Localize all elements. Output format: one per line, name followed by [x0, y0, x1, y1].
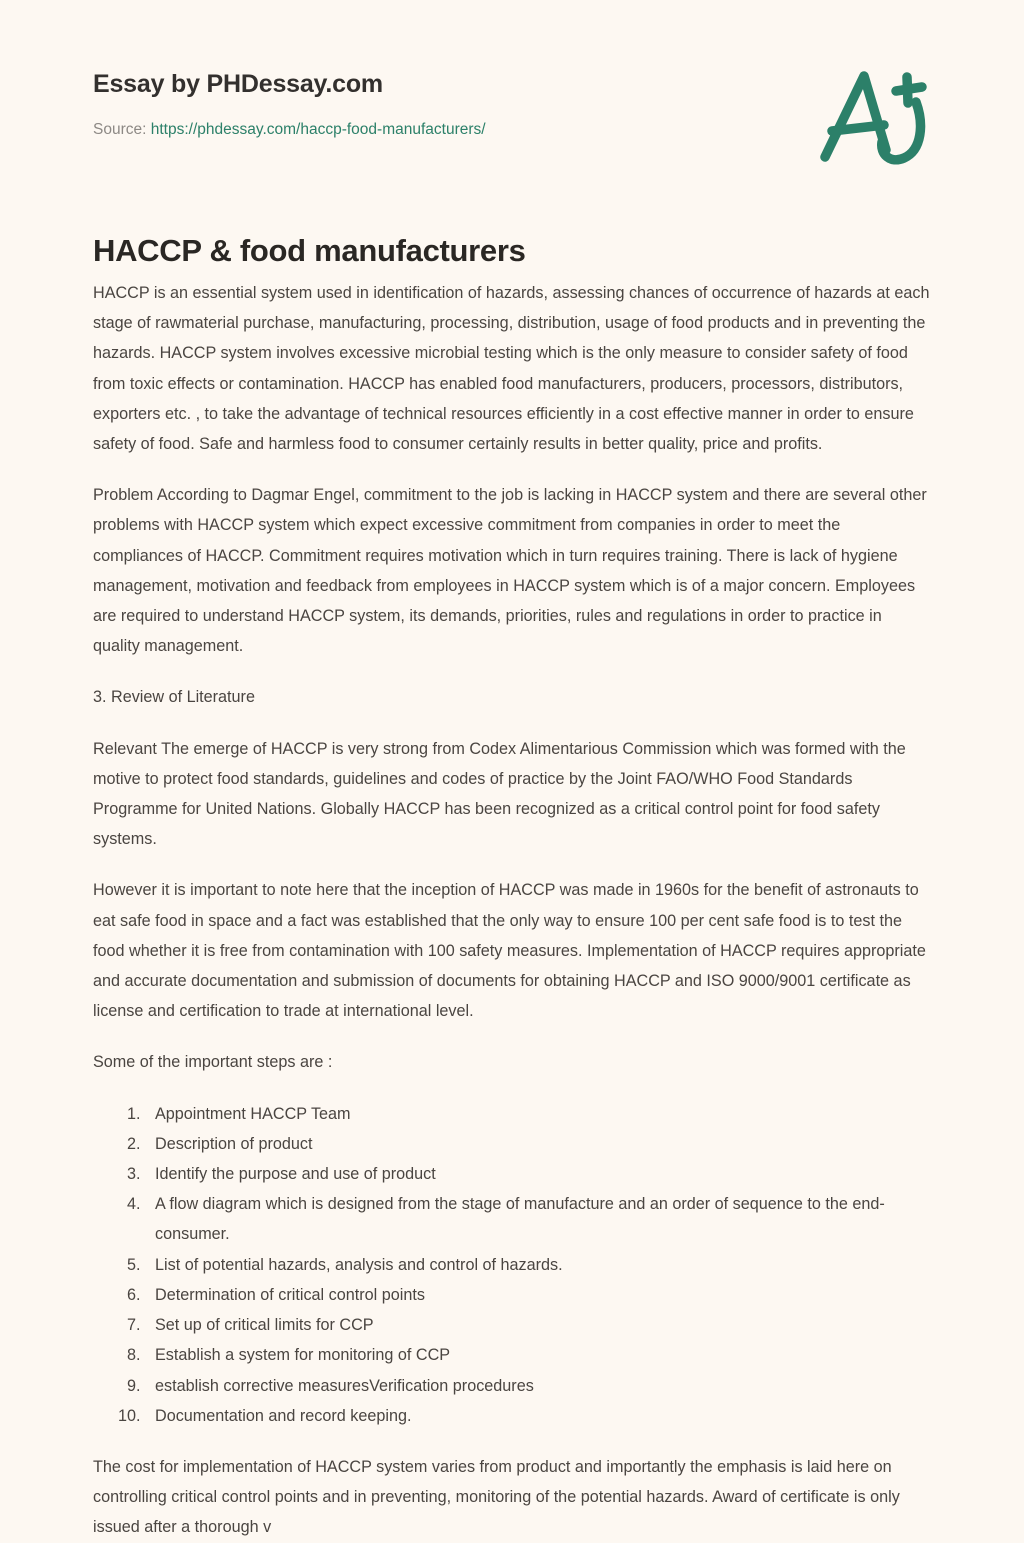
- list-item: 3. Identify the purpose and use of product: [145, 1159, 933, 1189]
- brand-title: Essay by PHDessay.com: [93, 70, 383, 98]
- source-line: [93, 121, 486, 139]
- section-heading-review: 3. Review of Literature: [93, 688, 255, 707]
- a-plus-logo-icon: [812, 58, 930, 170]
- list-item: 5. List of potential hazards, analysis and control of hazards.: [145, 1250, 933, 1280]
- page-header: [0, 0, 1024, 190]
- list-item: 9. establish corrective measuresVerification procedures: [145, 1371, 933, 1401]
- paragraph-steps-intro: Some of the important steps are :: [93, 1053, 333, 1072]
- page-title: HACCP & food manufacturers: [93, 232, 526, 268]
- paragraph-relevant: Relevant The emerge of HACCP is very strong from Codex Alimentarious Commission which was formed with the motive to protect food standards, guidelines and codes of practice by the Joint FAO/WHO Food Standards Programme for United Nations. Globally HACCP has been recognized as a critical control point for food safety systems.: [93, 739, 906, 849]
- list-item: 2. Description of product: [145, 1129, 933, 1159]
- paragraph-problem: Problem According to Dagmar Engel, commitment to the job is lacking in HACCP system and there are several other problems with HACCP system which expect excessive commitment from companies in order to meet the compliances of HACCP. Commitment requires motivation which in turn requires training. There is lack of hygiene management, motivation and feedback from employees in HACCP system which is of a major concern. Employees are required to understand HACCP system, its demands, priorities, rules and regulations in order to practice in quality management.: [93, 486, 927, 656]
- paragraph-inception: However it is important to note here that the inception of HACCP was made in 1960s for the benefit of astronauts to eat safe food in space and a fact was established that the only way to ensure 100 per cent safe food is to test the food whether it is free from contamination with 100 safety measures. Implementation of HACCP requires appropriate and accurate documentation and submission of documents for obtaining HACCP and ISO 9000/9001 certificate as license and certification to trade at international level.: [93, 881, 926, 1021]
- list-item: 10. Documentation and record keeping.: [145, 1401, 933, 1431]
- list-item: 1. Appointment HACCP Team: [145, 1099, 933, 1129]
- haccp-steps-list: [93, 1099, 933, 1431]
- list-item: 8. Establish a system for monitoring of CCP: [145, 1340, 933, 1370]
- source-url-link[interactable]: https://phdessay.com/haccp-food-manufacturers/: [150, 121, 486, 138]
- list-item: 6. Determination of critical control points: [145, 1280, 933, 1310]
- paragraph-intro: HACCP is an essential system used in identification of hazards, assessing chances of occurrence of hazards at each stage of rawmaterial purchase, manufacturing, processing, distribution, usage of food products and in preventing the hazards. HACCP system involves excessive microbial testing which is the only measure to consider safety of food from toxic effects or contamination. HACCP has enabled food manufacturers, producers, processors, distributors, exporters etc. , to take the advantage of technical resources efficiently in a cost effective manner in order to ensure safety of food. Safe and harmless food to consumer certainly results in better quality, price and profits.: [93, 284, 930, 454]
- source-label: Source:: [93, 121, 147, 138]
- list-item: 7. Set up of critical limits for CCP: [145, 1310, 933, 1340]
- paragraph-cost: The cost for implementation of HACCP system varies from product and importantly the emphasis is laid here on controlling critical control points and in preventing, monitoring of the potential hazards. Award of certificate is only issued after a thorough v: [93, 1457, 900, 1537]
- essay-body: [93, 278, 933, 1543]
- list-item: 4. A flow diagram which is designed from the stage of manufacture and an order of sequence to the end-consumer.: [145, 1189, 933, 1249]
